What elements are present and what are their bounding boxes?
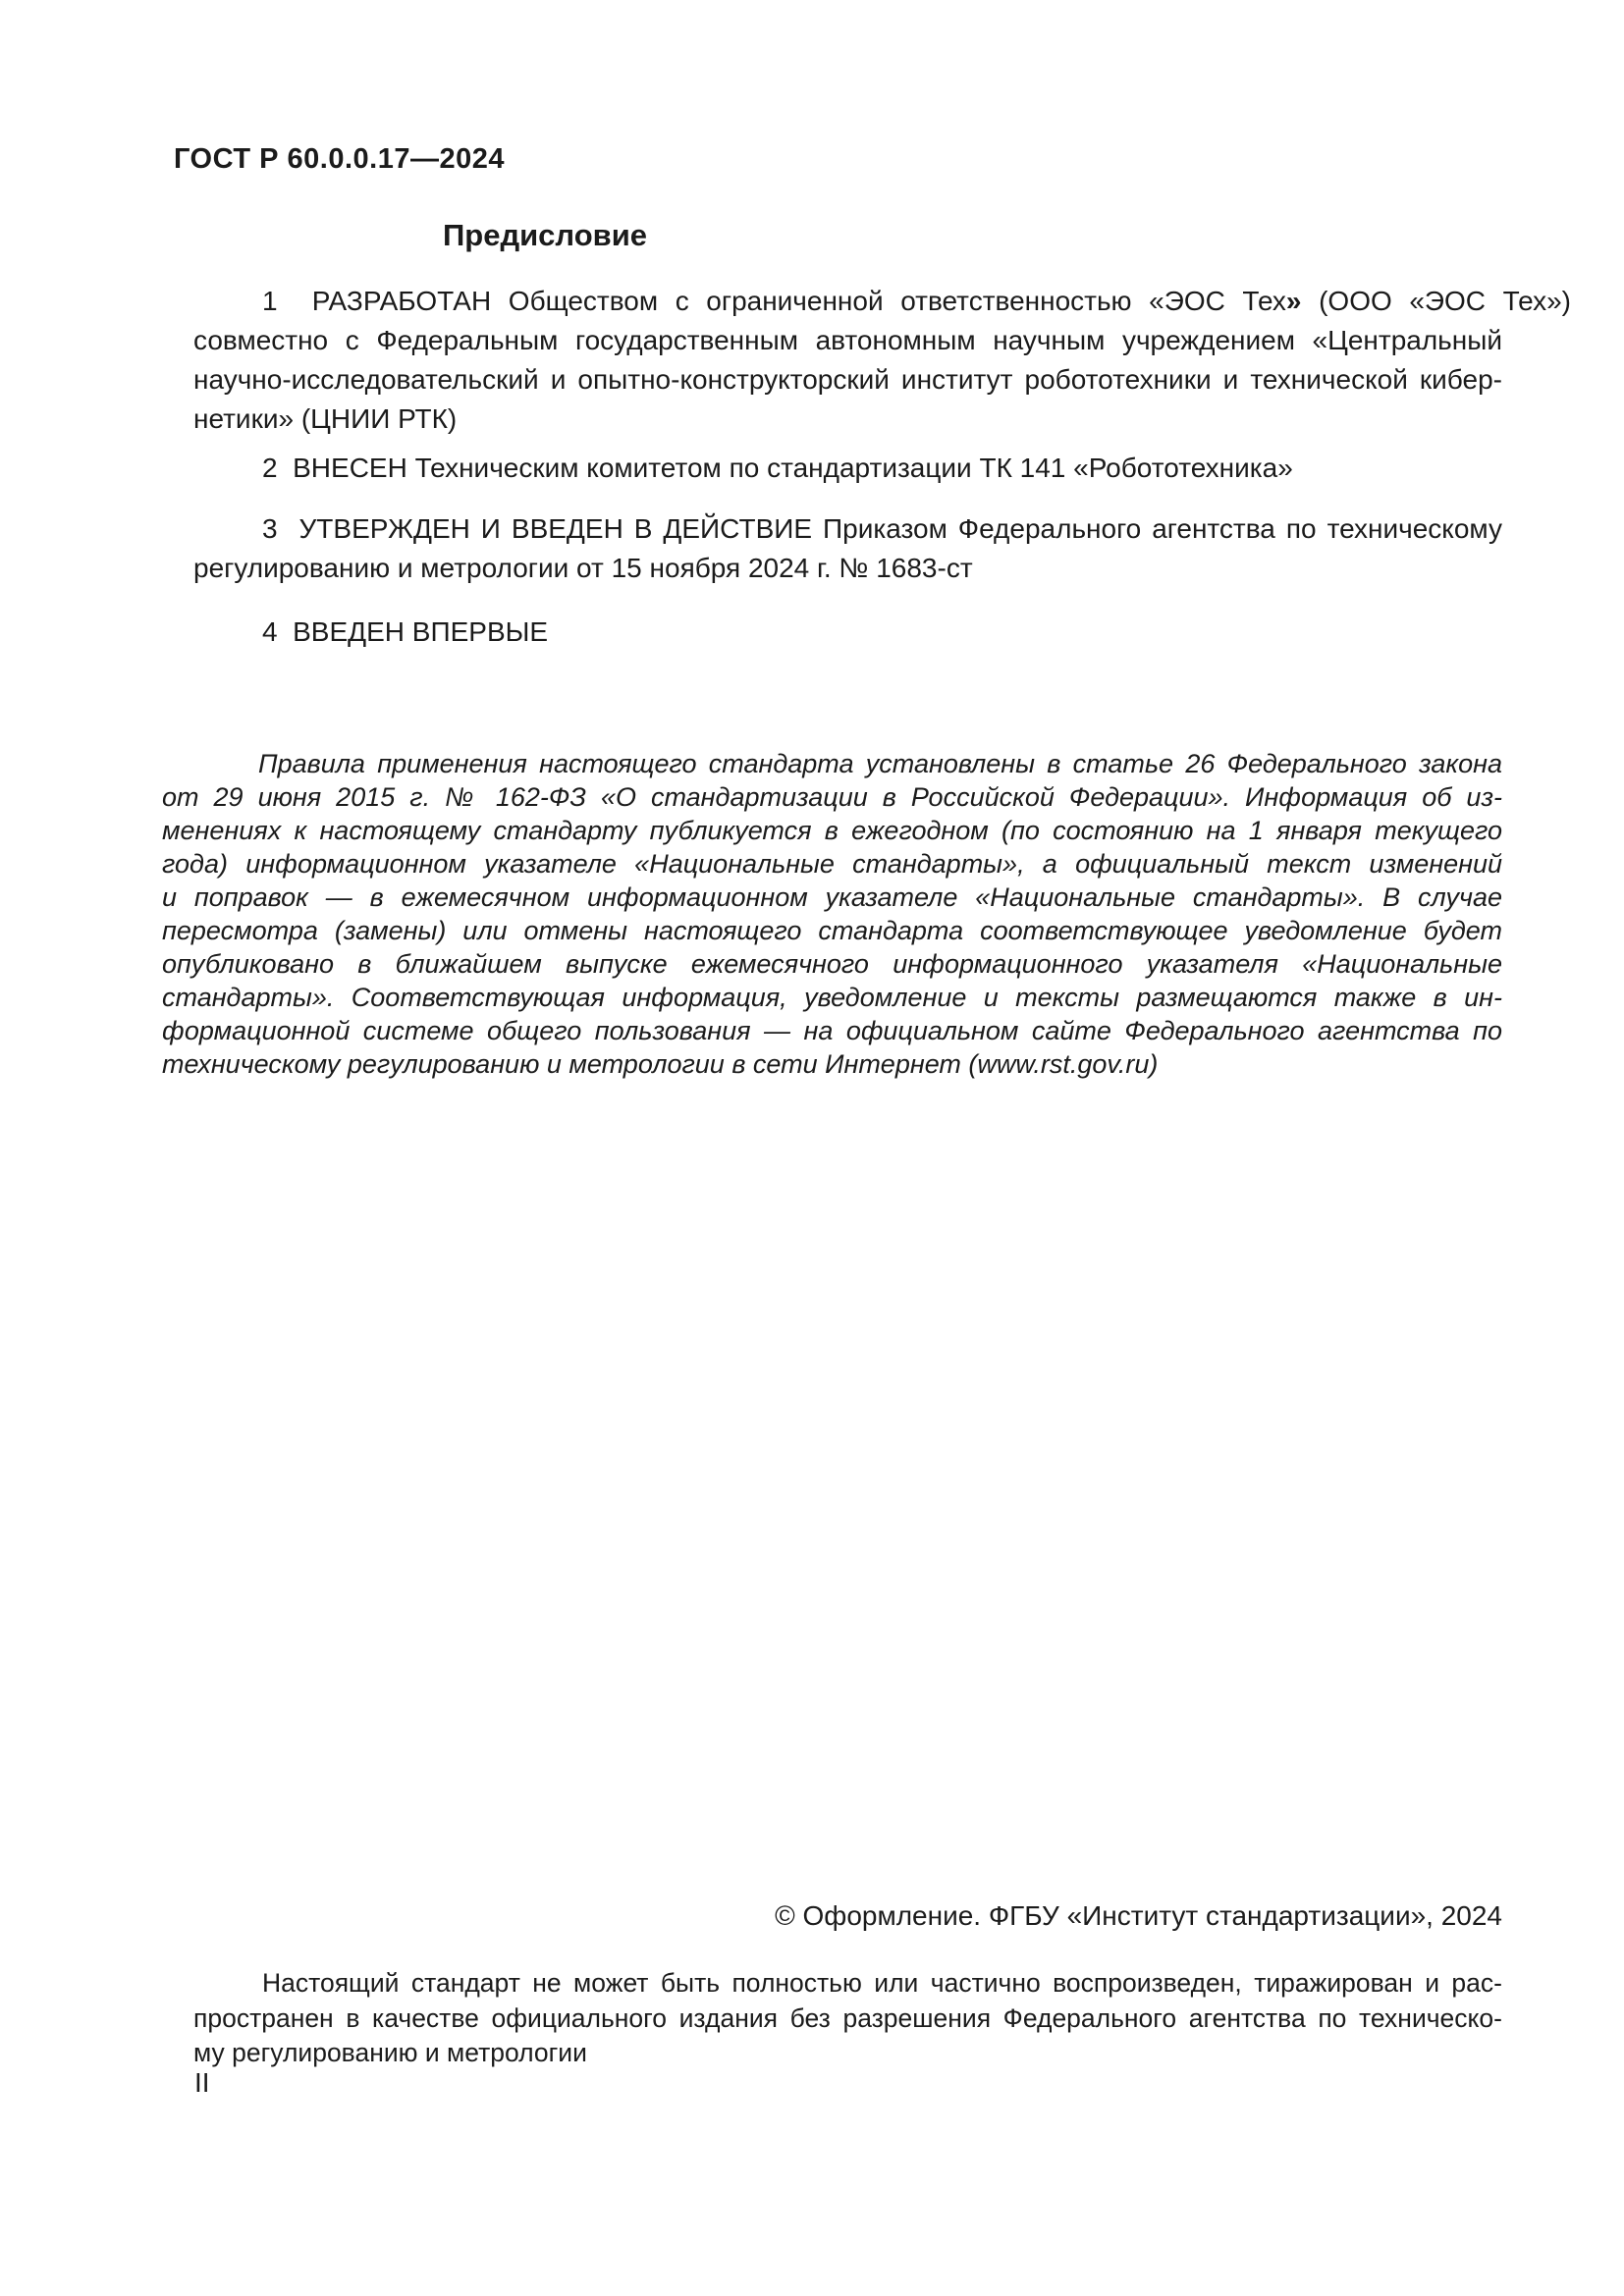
doc-code-header: ГОСТ Р 60.0.0.17—2024 (174, 143, 505, 175)
text-line: совместно с Федеральным государственным автономным научным учреждением «Центральный (193, 325, 1502, 355)
page-title: Предисловие (442, 218, 647, 252)
text-line: менениях к настоящему стандарту публикуется в ежегодном (по состоянию на 1 января текущего (162, 816, 1502, 845)
text-line: техническому регулированию и метрологии в сети Интернет (www.rst.gov.ru) (162, 1049, 1159, 1079)
text-line: 3 УТВЕРЖДЕН И ВВЕДЕН В ДЕЙСТВИЕ Приказом Федерального агентства по техническому (262, 513, 1502, 544)
text-line: научно-исследовательский и опытно-конструкторский институт робототехники и технической кибер- (193, 364, 1502, 395)
text-line: года) информационном указателе «Национальные стандарты», а официальный текст изменений (162, 849, 1502, 879)
text-line: пространен в качестве официального издания без разрешения Федерального агентства по техническо- (193, 2002, 1502, 2033)
text-run: 1 РАЗРАБОТАН Обществом с ограниченной ответственностью «ЭОС Тех (262, 286, 1286, 316)
legal-preamble (162, 747, 1502, 1081)
foreword-item-2: 2 ВНЕСЕН Техническим комитетом по стандартизации ТК 141 «Робототехника» (262, 453, 1293, 483)
foreword-item-4: 4 ВВЕДЕН ВПЕРВЫЕ (262, 616, 549, 647)
text-line: му регулированию и метрологии (193, 2038, 587, 2067)
text-line: Правила применения настоящего стандарта установлены в статье 26 Федерального закона (258, 749, 1502, 778)
text-line: от 29 июня 2015 г. № 162-ФЗ «О стандартизации в Российской Федерации». Информация об из- (162, 782, 1502, 812)
text-line: регулированию и метрологии от 15 ноября 2024 г. № 1683-ст (193, 553, 973, 583)
copyright-line: © Оформление. ФГБУ «Институт стандартизации», 2024 (775, 1900, 1502, 1931)
text-line: нетики» (ЦНИИ РТК) (193, 403, 458, 434)
foreword-item-1-first-line (193, 282, 1571, 321)
page-number: II (194, 2067, 210, 2098)
text-line: формационной системе общего пользования — на официальном сайте Федерального агентства по (162, 1016, 1502, 1045)
distribution-notice (193, 1966, 1502, 2071)
foreword-item-3 (193, 509, 1502, 588)
text-line: Настоящий стандарт не может быть полностью или частично воспроизведен, тиражирован и рас- (262, 1968, 1502, 1998)
foreword-item-1-rest (193, 321, 1502, 439)
text-line: и поправок — в ежемесячном информационном указателе «Национальные стандарты». В случае (162, 882, 1502, 912)
text-line: стандарты». Соответствующая информация, уведомление и тексты размещаются также в ин- (162, 983, 1502, 1012)
text-line: опубликовано в ближайшем выпуске ежемесячного информационного указателя «Национальные (162, 949, 1502, 979)
text-run: » (1285, 286, 1302, 316)
text-line: пересмотра (замены) или отмены настоящего стандарта соответствующее уведомление будет (162, 916, 1502, 945)
text-run: (ООО «ЭОС Тех») (1301, 286, 1571, 316)
